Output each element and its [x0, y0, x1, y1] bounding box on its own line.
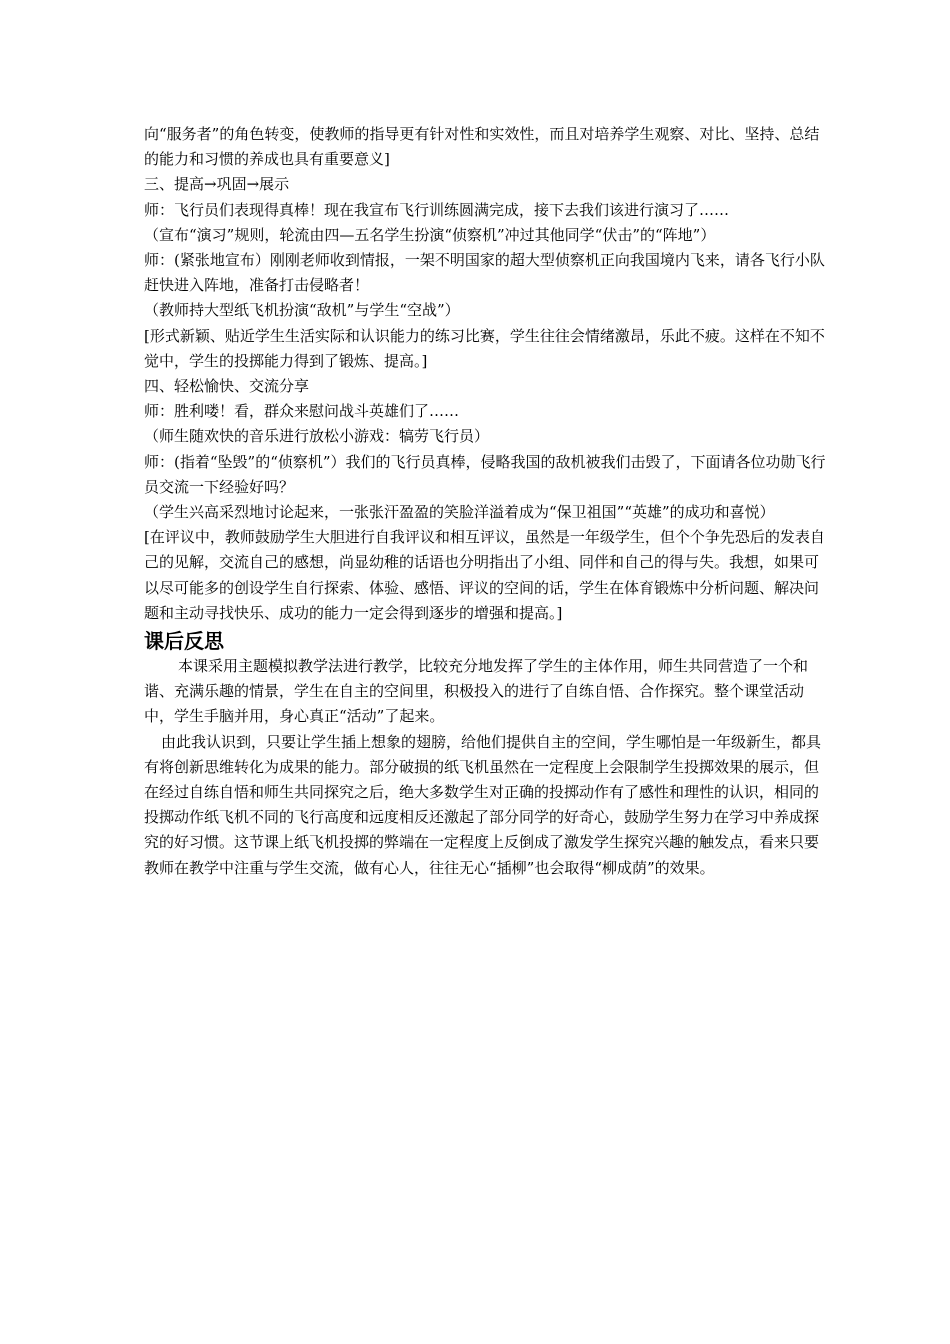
text-line: [形式新颖、贴近学生生活实际和认识能力的练习比赛，学生往往会情绪激昂，乐此不疲。这样在不知不觉中，学生的投掷能力得到了锻炼、提高。] [144, 326, 825, 370]
text-line: 师：(指着“坠毁”的“侦察机”）我们的飞行员真棒，侵略我国的敌机被我们击毁了，下面请各位功勋飞行员交流一下经验好吗？ [144, 452, 826, 496]
reflection-paragraph: 由此我认识到，只要让学生插上想象的翅膀，给他们提供自主的空间，学生哪怕是一年级新生，都具有将创新思维转化为成果的能力。部分破损的纸飞机虽然在一定程度上会限制学生投掷效果的展示，但在经过自练自悟和师生共同探究之后，绝大多数学生对正确的投掷动作有了感性和理性的认识，相同的投掷动作纸飞机不同的飞行高度和远度相反还激起了部分同学的好奇心，鼓励学生努力在学习中养成探究的好习惯。这节课上纸飞机投掷的弊端在一定程度上反倒成了激发学生探究兴趣的触发点，看来只要教师在教学中注重与学生交流，做有心人，往往无心“插柳”也会取得“柳成荫”的效果。 [144, 732, 822, 877]
text-line: （师生随欢快的音乐进行放松小游戏：犒劳飞行员） [144, 427, 490, 446]
text-line: 师：(紧张地宣布）刚刚老师收到情报，一架不明国家的超大型侦察机正向我国境内飞来，请各飞行小队赶快进入阵地，准备打击侵略者！ [144, 251, 825, 295]
section-heading: 四、轻松愉快、交流分享 [144, 377, 310, 396]
text-line: [在评议中，教师鼓励学生大胆进行自我评议和相互评议，虽然是一年级学生，但个个争先恐后的发表自己的见解，交流自己的感想，尚显幼稚的话语也分明指出了小组、同伴和自己的得与失。我想，如果可以尽可能多的创设学生自行探索、体验、感悟、评议的空间的话，学生在体育锻炼中分析问题、解决问题和主动寻找快乐、成功的能力一定会得到逐步的增强和提高。] [144, 528, 825, 622]
text-line: 师：胜利喽！看，群众来慰问战斗英雄们了…… [144, 402, 460, 421]
text-line: （宣布“演习”规则，轮流由四—五名学生扮演“侦察机”冲过其他同学“伏击”的“阵地”） [144, 225, 716, 244]
section-heading: 三、提高→巩固→展示 [144, 175, 290, 194]
reflection-paragraph: 本课采用主题模拟教学法进行教学，比较充分地发挥了学生的主体作用，师生共同营造了一个和谐、充满乐趣的情景，学生在自主的空间里，积极投入的进行了自练自悟、合作探究。整个课堂活动中，学生手脑并用，身心真正“活动”了起来。 [144, 657, 809, 726]
document-body [144, 122, 826, 881]
text-line: 师：飞行员们表现得真棒！现在我宣布飞行训练圆满完成，接下去我们该进行演习了…… [144, 200, 730, 219]
text-line: （学生兴高采烈地讨论起来，一张张汗盈盈的笑脸洋溢着成为“保卫祖国”“英雄”的成功和喜悦） [144, 503, 775, 522]
text-line: 向“服务者”的角色转变，使教师的指导更有针对性和实效性，而且对培养学生观察、对比、坚持、总结的能力和习惯的养成也具有重要意义] [144, 125, 820, 169]
reflection-heading: 课后反思 [144, 629, 224, 654]
text-line: （教师持大型纸飞机扮演“敌机”与学生“空战”） [144, 301, 460, 320]
